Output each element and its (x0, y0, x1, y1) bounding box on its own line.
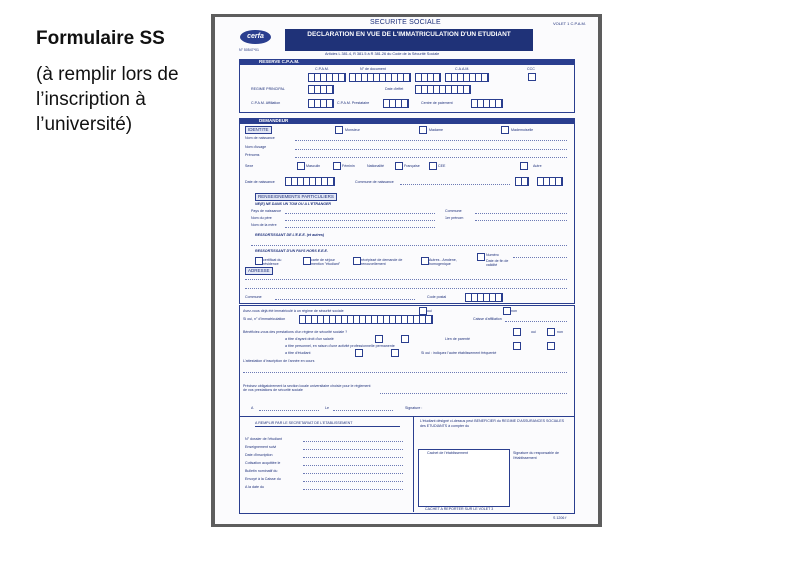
date-naissance-label: Date de naissance (245, 180, 275, 184)
reserve-numdoc-label: N° de document (360, 67, 386, 71)
caisse-label: Caisse d'affiliation (473, 317, 502, 321)
titre-etudiant-non[interactable] (391, 349, 399, 357)
identite-header: IDENTITE (245, 126, 272, 134)
place-field[interactable] (259, 410, 319, 411)
ressortissant-eee-label: RESSORTISSANT DE L'E.E.E. (et autres) (255, 233, 325, 237)
recepisse-label: récépissé de demande de renouvellement (361, 258, 403, 266)
nationalite-label: Nationalité (367, 164, 384, 168)
madame-label: Madame (429, 128, 443, 132)
recepisse-checkbox[interactable] (353, 257, 361, 265)
si-oui-immat-label: Si oui, n° d'immatriculation (243, 317, 286, 321)
titre-personnel-label: a titre personnel, en raison d'une activité professionnelle permanente (285, 344, 395, 348)
commune-label: Commune (245, 295, 262, 299)
ne-etranger-label: NE(E) NE DANS UN TOM OU A L'ETRANGER (255, 202, 331, 206)
enseignement-field[interactable] (303, 449, 403, 450)
date-field[interactable] (333, 410, 393, 411)
carte-sejour-label: carte de séjour mention "étudiant" (311, 258, 341, 266)
autres-checkbox[interactable] (421, 257, 429, 265)
nom-usage-field[interactable] (295, 149, 567, 150)
code-naissance-cells[interactable] (537, 177, 563, 186)
a-la-date-field[interactable] (303, 489, 403, 490)
reserve-centre-cells[interactable] (471, 99, 503, 108)
form-code: S 1206 f (553, 516, 567, 520)
cee-label: CEE (438, 164, 446, 168)
reserve-prestataire-label: C.P.A.M. Prestataire (337, 101, 370, 105)
ressortissant-eee-field[interactable] (251, 245, 567, 246)
etablissement-title-underline (255, 426, 400, 427)
etablissement-section (239, 416, 575, 514)
form-articles: Articles L 381.4, R 381.5 à R 381.26 du Code de la Sécurité Sociale (325, 52, 440, 56)
dossier-label: N° dossier de l'étudiant (245, 437, 282, 441)
feminin-checkbox[interactable] (333, 162, 341, 170)
nom-mere-label: Nom de la mère (251, 223, 277, 227)
ayant-droit-oui[interactable] (375, 335, 383, 343)
commune-naissance-label: Commune de naissance (355, 180, 394, 184)
enseignement-label: Enseignement suivi (245, 445, 277, 449)
commune-field[interactable] (275, 299, 415, 300)
deja-immat-oui-label: oui (427, 309, 432, 313)
envoye-field[interactable] (303, 481, 403, 482)
deja-immat-oui[interactable] (419, 307, 427, 315)
reserve-cpam-label: C.P.A.M. (315, 67, 329, 71)
signature-label: Signature : (405, 406, 423, 410)
prenoms-field[interactable] (295, 157, 567, 158)
reserve-caam-label: C.A.A.M. (455, 67, 470, 71)
francaise-label: Française (404, 164, 420, 168)
prenom-pere-label: 1er prénom (445, 216, 464, 220)
beneficiez-oui-label: oui (531, 330, 536, 334)
beneficiez-oui[interactable] (513, 328, 521, 336)
slide-subtitle: (à remplir lors de l’inscription à l’université) (36, 64, 179, 135)
slide-title: Formulaire SS (36, 28, 165, 49)
dept-naissance-cells[interactable] (515, 177, 529, 186)
masculin-label: Masculin (306, 164, 321, 168)
beneficiez-non-label: non (557, 330, 563, 334)
si-oui-etab-label: Si oui : indiquez l'autre établissement fréquenté (421, 351, 497, 355)
mademoiselle-checkbox[interactable] (501, 126, 509, 134)
numero-label: Numéro (486, 253, 499, 257)
commune-etranger-label: Commune (445, 209, 462, 213)
cerfa-form (215, 17, 598, 524)
nom-mere-field[interactable] (285, 227, 435, 228)
form-volet: VOLET 1 C.P.A.M. (553, 21, 586, 26)
bulletin-field[interactable] (303, 473, 403, 474)
form-ref-number: N° 50547*01 (239, 48, 259, 52)
nom-pere-field[interactable] (285, 220, 435, 221)
cachet-box[interactable] (418, 449, 510, 507)
autre-label: Autre (533, 164, 542, 168)
deja-immat-non-label: non (511, 309, 517, 313)
cee-checkbox[interactable] (429, 162, 437, 170)
numero-checkbox[interactable] (477, 253, 485, 261)
sexe-label: Sexe (245, 164, 254, 168)
attestation-label: L'attestation d'inscription de l'année en cours (243, 359, 315, 363)
reserve-numdoc-cells[interactable] (349, 73, 411, 82)
bulletin-label: Bulletin nominatif du (245, 469, 278, 473)
form-banner: DECLARATION EN VUE DE L'IMMATRICULATION D'UN ETUDIANT (285, 29, 533, 51)
francaise-checkbox[interactable] (395, 162, 403, 170)
etablissement-divider (413, 417, 414, 512)
reserve-regime-cells[interactable] (308, 85, 334, 94)
carte-sejour-checkbox[interactable] (303, 257, 311, 265)
attestation-line (243, 372, 567, 373)
demandeur-section (239, 118, 575, 304)
nom-pere-label: Nom du père (251, 216, 272, 220)
titre-personnel-non[interactable] (547, 342, 555, 350)
etablissement-title: A REMPLIR PAR LE SECRETARIAT DE L'ETABLISSEMENT (255, 421, 353, 425)
reserve-centre-label: Centre de paiement (421, 101, 453, 105)
place-label: A (251, 406, 254, 410)
beneficiez-label: Bénéficiez-vous des prestations d'un régime de sécurité sociale ? (243, 330, 348, 334)
date-inscription-label: Date d'inscription (245, 453, 273, 457)
feminin-label: Féminin (342, 164, 355, 168)
date-label: Le (325, 406, 329, 410)
numero-field[interactable] (513, 257, 567, 258)
deja-immat-non[interactable] (503, 307, 511, 315)
cachet-report-label: CACHET A REPORTER SUR LE VOLET 3 (425, 507, 494, 511)
titre-etudiant-label: a titre d'étudiant (285, 351, 311, 355)
lien-parente-label: Lien de parenté (445, 337, 470, 341)
pays-naissance-label: Pays de naissance (251, 209, 282, 213)
form-image (211, 14, 602, 527)
renseignements-header: RENSEIGNEMENTS PARTICULIERS (255, 193, 337, 201)
caisse-field[interactable] (505, 321, 567, 322)
autre-checkbox[interactable] (520, 162, 528, 170)
cotisation-field[interactable] (303, 465, 403, 466)
demandeur-header: DEMANDEUR (239, 118, 575, 124)
envoye-label: Envoyé à la Caisse du (245, 477, 281, 481)
reserve-affiliation-cells[interactable] (308, 99, 334, 108)
section-locale-field[interactable] (380, 393, 567, 394)
reserve-regime-label: REGIME PRINCIPAL (251, 87, 285, 91)
reserve-affiliation-label: C.P.A.M. Affiliation (251, 101, 281, 105)
nom-usage-label: Nom d'usage (245, 145, 267, 149)
commune-naissance-field[interactable] (400, 184, 510, 185)
titre-etudiant-oui[interactable] (355, 349, 363, 357)
reserve-caam-cells[interactable] (445, 73, 489, 82)
reserve-ccc-box[interactable] (528, 73, 536, 81)
prenom-pere-field[interactable] (475, 220, 567, 221)
adresse-line-1[interactable] (245, 279, 567, 280)
ayant-droit-label: a titre d'ayant droit d'un salarié (285, 337, 334, 341)
ressortissant-hors-label: RESSORTISSANT D'UN PAYS HORS E.E.E. (255, 249, 328, 253)
date-inscription-field[interactable] (303, 457, 403, 458)
adresse-header: ADRESSE (245, 267, 273, 275)
dossier-field[interactable] (303, 441, 403, 442)
mademoiselle-label: Mademoiselle (511, 128, 534, 132)
form-org: SECURITE SOCIALE (370, 19, 441, 26)
beneficier-label: L'étudiant désigné ci-dessus peut BENEFICIER du REGIME D'ASSURANCES SOCIALES des ETUDIANTS à compter du (420, 419, 564, 428)
date-fin-label: Date de fin de validité (486, 259, 509, 267)
reserve-date-effet-label: Date d'effet (385, 87, 404, 91)
section-locale-label: Précisez obligatoirement la section locale universitaire choisie pour le règlement de vos prestations de sécurité sociale (243, 384, 371, 392)
madame-checkbox[interactable] (419, 126, 427, 134)
commune-etranger-field[interactable] (475, 213, 567, 214)
code-postal-label: Code postal (427, 295, 447, 299)
masculin-checkbox[interactable] (297, 162, 305, 170)
nom-naissance-field[interactable] (295, 140, 567, 141)
reserve-date-effet-cells[interactable] (415, 85, 471, 94)
prenoms-label: Prénoms (245, 153, 260, 157)
monsieur-checkbox[interactable] (335, 126, 343, 134)
immat-number-cells[interactable] (299, 315, 433, 324)
date-naissance-cells[interactable] (285, 177, 335, 186)
reserve-prestataire-cells[interactable] (383, 99, 409, 108)
titre-personnel-oui[interactable] (513, 342, 521, 350)
beneficiez-non[interactable] (547, 328, 555, 336)
nom-naissance-label: Nom de naissance (245, 136, 275, 140)
certificat-label: certificat du résidence (263, 258, 282, 266)
signature-resp-label: Signature du responsable de l'établissement (513, 451, 559, 460)
deja-immat-label: Avez-vous déjà été immatriculé à un régime de sécurité sociale (243, 309, 344, 313)
cotisation-label: Cotisation acquittée le (245, 461, 281, 465)
reserve-ccc-label: CCC (527, 67, 535, 71)
a-la-date-label: A la date du (245, 485, 264, 489)
code-postal-cells[interactable] (465, 293, 503, 302)
cachet-label: Cachet de l'établissement (427, 451, 469, 455)
reserve-cpam-cells[interactable] (308, 73, 346, 82)
monsieur-label: Monsieur (345, 128, 360, 132)
reserve-extra-cells[interactable] (415, 73, 441, 82)
ayant-droit-non[interactable] (401, 335, 409, 343)
autres-label: Autres - Amdene, homogenique (429, 258, 457, 266)
adresse-line-2[interactable] (245, 288, 567, 289)
reserve-header: RESERVE C.P.A.M. (239, 59, 575, 65)
certificat-checkbox[interactable] (255, 257, 263, 265)
cerfa-logo: cerfa (240, 30, 271, 44)
pays-naissance-field[interactable] (285, 213, 435, 214)
